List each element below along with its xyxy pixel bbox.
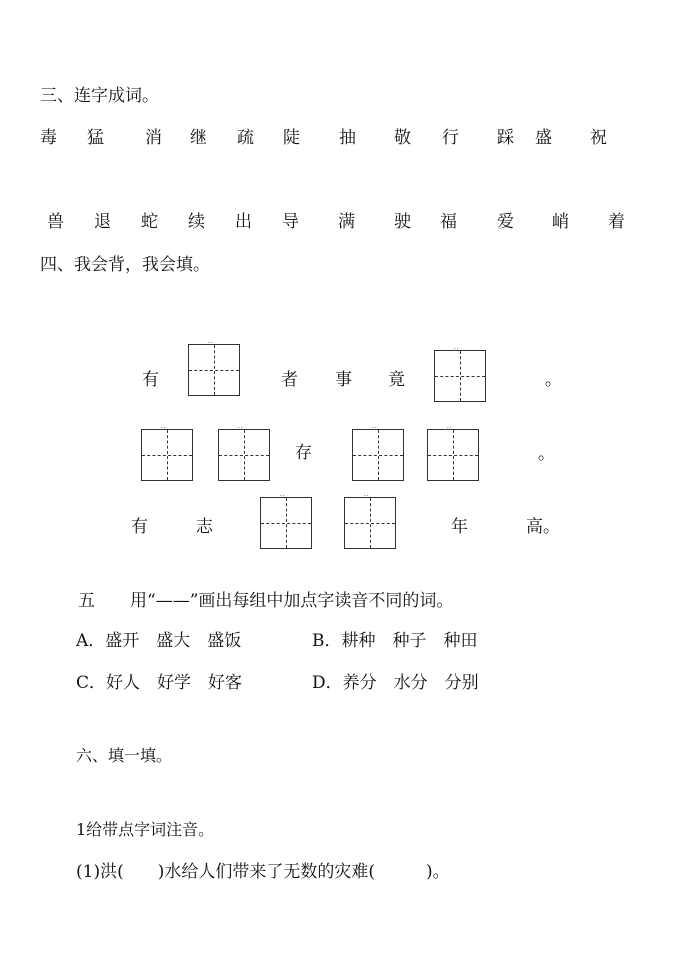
fill-char: 高。 xyxy=(526,517,560,537)
char: 疏 xyxy=(237,128,254,148)
fill-char: 志 xyxy=(196,517,213,537)
option-c[interactable] xyxy=(76,675,242,692)
fill-char: 年 xyxy=(451,517,468,537)
section3-title: 三、连字成词。 xyxy=(40,86,159,106)
char: 猛 xyxy=(87,128,104,148)
fill-char: 有 xyxy=(131,517,148,537)
section5-number: 五 xyxy=(78,591,95,611)
option-letter: A． xyxy=(76,631,106,651)
writing-grid-box[interactable] xyxy=(352,423,404,481)
char: 福 xyxy=(440,212,457,232)
fill-char: 。 xyxy=(545,370,562,390)
writing-grid-box[interactable] xyxy=(427,423,479,481)
box-marker: .. xyxy=(238,423,244,430)
char: 兽 xyxy=(47,212,64,232)
section5-instruction: 用“——”画出每组中加点字读音不同的词。 xyxy=(130,591,454,611)
box-marker: .. xyxy=(454,344,460,351)
section6-title: 六、填一填。 xyxy=(76,746,173,765)
char: 续 xyxy=(188,212,205,232)
char: 敬 xyxy=(394,128,411,148)
option-d[interactable] xyxy=(312,675,479,692)
option-words: 耕种 种子 种田 xyxy=(341,631,478,651)
char: 踩 xyxy=(497,128,514,148)
fill-char: 事 xyxy=(335,370,352,390)
char: 峭 xyxy=(552,212,569,232)
option-words: 好人 好学 好客 xyxy=(106,673,243,693)
writing-grid-box[interactable] xyxy=(218,423,270,481)
section6-q1-item[interactable]: (1)洪( )水给人们带来了无数的灾难( )。 xyxy=(76,862,450,882)
char: 驶 xyxy=(394,212,411,232)
char: 导 xyxy=(282,212,299,232)
option-letter: B． xyxy=(312,631,342,651)
option-words: 养分 水分 分别 xyxy=(342,673,479,693)
fill-char: 者 xyxy=(281,370,298,390)
option-letter: D． xyxy=(312,673,343,693)
writing-grid-box[interactable] xyxy=(188,338,240,396)
char: 蛇 xyxy=(141,212,158,232)
section6-q1-title: 1给带点字词注音。 xyxy=(76,820,215,839)
fill-char: 存 xyxy=(295,443,312,463)
box-marker: .. xyxy=(161,423,167,430)
box-marker: .. xyxy=(208,338,214,345)
box-marker: .. xyxy=(372,423,378,430)
char: 毒 xyxy=(40,128,57,148)
char: 抽 xyxy=(339,128,356,148)
writing-grid-box[interactable] xyxy=(344,491,396,549)
char: 祝 xyxy=(590,128,607,148)
writing-grid-box[interactable] xyxy=(260,491,312,549)
writing-grid-box[interactable] xyxy=(434,344,486,402)
char: 爱 xyxy=(497,212,514,232)
fill-char: 。 xyxy=(538,444,555,464)
char: 满 xyxy=(338,212,355,232)
box-marker: .. xyxy=(447,423,453,430)
fill-char: 有 xyxy=(142,370,159,390)
char: 继 xyxy=(190,128,207,148)
char: 退 xyxy=(94,212,111,232)
char: 消 xyxy=(145,128,162,148)
box-marker: .. xyxy=(364,491,370,498)
writing-grid-box[interactable] xyxy=(141,423,193,481)
char: 盛 xyxy=(535,128,552,148)
option-words: 盛开 盛大 盛饭 xyxy=(105,631,242,651)
box-marker: .. xyxy=(280,491,286,498)
char: 着 xyxy=(608,212,625,232)
option-a[interactable] xyxy=(76,633,241,650)
char: 陡 xyxy=(283,128,300,148)
char: 出 xyxy=(235,212,252,232)
section4-title: 四、我会背，我会填。 xyxy=(40,255,210,275)
option-b[interactable] xyxy=(312,633,478,650)
fill-char: 竟 xyxy=(388,370,405,390)
option-letter: C． xyxy=(76,673,107,693)
char: 行 xyxy=(442,128,459,148)
